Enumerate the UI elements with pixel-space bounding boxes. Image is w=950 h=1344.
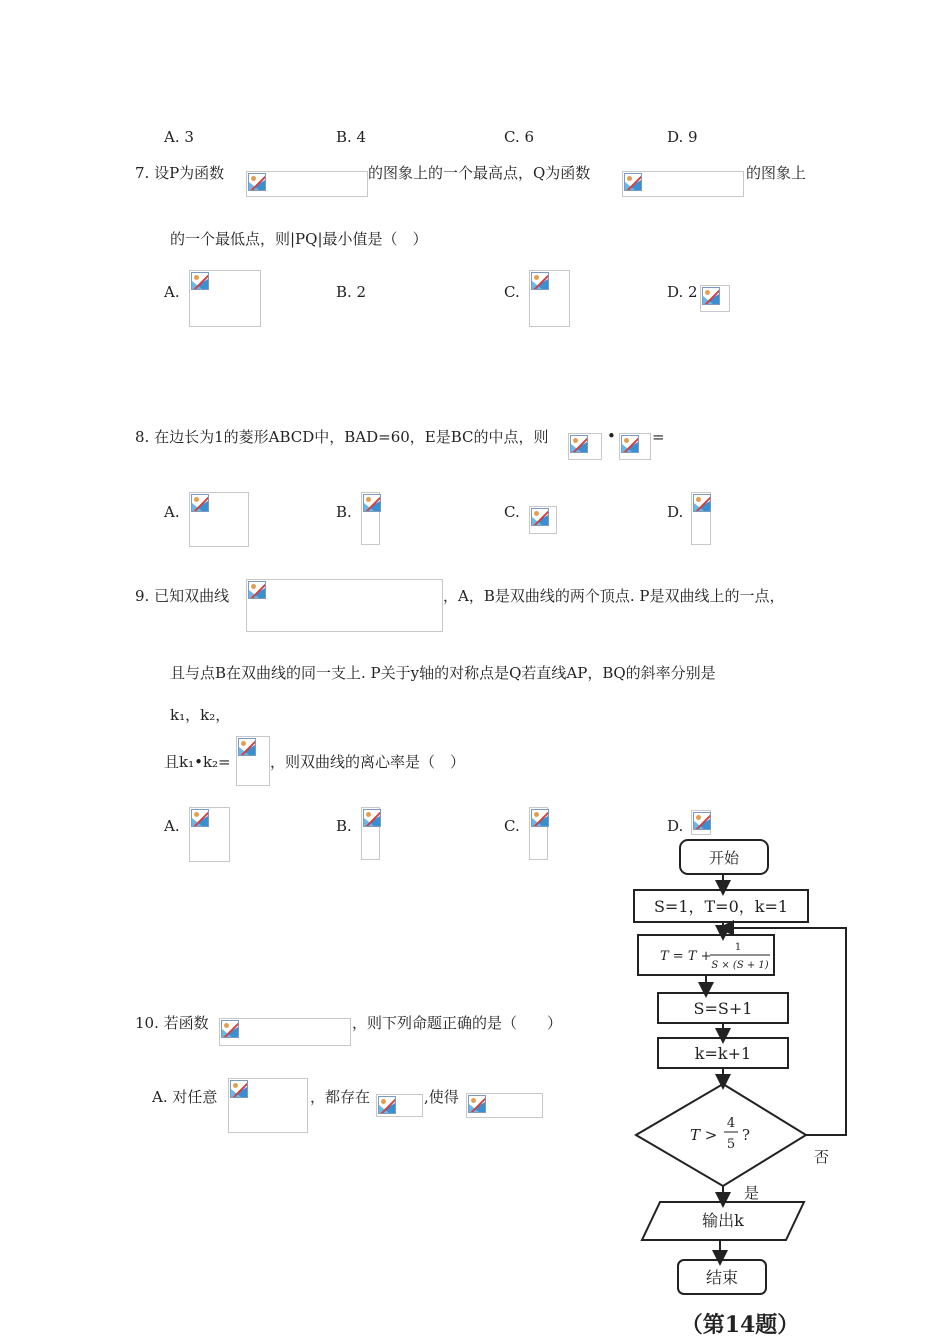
q6-option-a: A. 3 [164,128,194,146]
q9-product-image [236,736,270,786]
q10-function-image [219,1018,351,1046]
broken-image-icon [621,435,639,453]
q10-text-1: 10. 若函数 [135,1014,209,1032]
broken-image-icon [238,738,256,756]
flow-output-label: 输出k [702,1211,744,1230]
q10-option-a-image-2 [376,1094,423,1117]
flow-init-label: S=1，T=0，k=1 [653,897,789,916]
q8-option-a-image [189,492,249,547]
q9-option-c: C. [504,817,520,835]
broken-image-icon [191,809,209,827]
q9-option-b-image [361,807,380,860]
q7-formula-image-1 [246,171,368,197]
q7-option-d-image [700,285,730,312]
q8-dot: • [607,427,616,445]
flow-cond-question: ? [742,1126,751,1144]
q6-option-c: C. 6 [504,128,535,146]
q9-option-a-image [189,807,230,862]
q9-option-c-image [529,807,548,860]
q8-equals: = [652,428,665,446]
q7-option-d: D. 2 [667,283,698,301]
q8-option-c-image [529,506,557,534]
q10-option-a-image-1 [228,1078,308,1133]
broken-image-icon [248,581,266,599]
flow-step2-label: S=S+1 [693,999,753,1018]
flow-end-label: 结束 [705,1268,739,1287]
q8-option-c: C. [504,503,520,521]
broken-image-icon [230,1080,248,1098]
flow-no-label: 否 [814,1148,830,1166]
flow-decision-node [636,1084,806,1186]
q6-option-b: B. 4 [336,128,367,146]
q7-option-c-image [529,270,570,327]
q7-text-3: 的图象上 [746,164,807,182]
q9-option-d: D. [667,817,684,835]
broken-image-icon [191,272,209,290]
q9-line-3: k₁，k₂， [170,706,231,724]
broken-image-icon [531,272,549,290]
broken-image-icon [531,508,549,526]
q9-text-2: ，A，B是双曲线的两个顶点. P是双曲线上的一点， [443,587,785,605]
flow-cond-numerator: 4 [726,1116,736,1131]
q10-option-a-2: ，都存在 [310,1088,371,1106]
q9-line-4a: 且k₁•k₂= [164,753,231,771]
broken-image-icon [693,494,711,512]
q8-option-b: B. [336,503,352,521]
flow-yes-label: 是 [744,1184,760,1202]
broken-image-icon [570,435,588,453]
q8-text: 8. 在边长为1的菱形ABCD中，BAD=60，E是BC的中点，则 [135,428,549,446]
flow-loop-line [806,928,846,1135]
q10-option-a-1: A. 对任意 [152,1088,218,1106]
flow-cond-lhs: T > [690,1126,718,1144]
q7-line-2: 的一个最低点，则|PQ|最小值是（ ） [170,230,428,248]
q9-line-4b: ，则双曲线的离心率是（ ） [270,753,466,771]
q9-text-1: 9. 已知双曲线 [135,587,230,605]
broken-image-icon [248,173,266,191]
broken-image-icon [531,809,549,827]
q7-text-1: 7. 设P为函数 [135,164,225,182]
q8-option-b-image [361,492,380,545]
broken-image-icon [221,1020,239,1038]
q7-option-a: A. [164,283,180,301]
broken-image-icon [624,173,642,191]
q8-option-d-image [691,492,711,545]
flow-start-label: 开始 [708,849,740,867]
q7-option-b: B. 2 [336,283,367,301]
broken-image-icon [191,494,209,512]
q7-formula-image-2 [622,171,744,197]
q7-option-c: C. [504,283,520,301]
q10-option-a-image-3 [466,1093,543,1118]
broken-image-icon [468,1095,486,1113]
flow-step1-denominator: S × (S + 1) [711,960,769,971]
q10-option-a-3: ,使得 [424,1088,459,1106]
broken-image-icon [702,287,720,305]
q8-option-a: A. [164,503,180,521]
broken-image-icon [378,1096,396,1114]
flow-step1-lhs: T = T + [660,949,712,964]
q9-line-2: 且与点B在双曲线的同一支上. P关于y轴的对称点是Q若直线AP，BQ的斜率分别是 [170,664,716,682]
flow-step3-label: k=k+1 [694,1044,752,1063]
flow-step1-numerator: 1 [734,942,742,953]
flow-cond-denominator: 5 [726,1137,736,1152]
broken-image-icon [693,812,711,830]
q8-vector-image-2 [619,433,651,460]
broken-image-icon [363,809,381,827]
q6-option-d: D. 9 [667,128,698,146]
broken-image-icon [363,494,381,512]
q9-hyperbola-image [246,579,443,632]
flow-caption: （第14题） [680,1312,800,1338]
q10-text-2: ，则下列命题正确的是（ ） [352,1014,563,1032]
q9-option-b: B. [336,817,352,835]
q7-text-2: 的图象上的一个最高点，Q为函数 [368,164,591,182]
q7-option-a-image [189,270,261,327]
q8-vector-image-1 [568,433,602,460]
q9-option-a: A. [164,817,180,835]
q8-option-d: D. [667,503,684,521]
flowchart [620,830,860,1340]
